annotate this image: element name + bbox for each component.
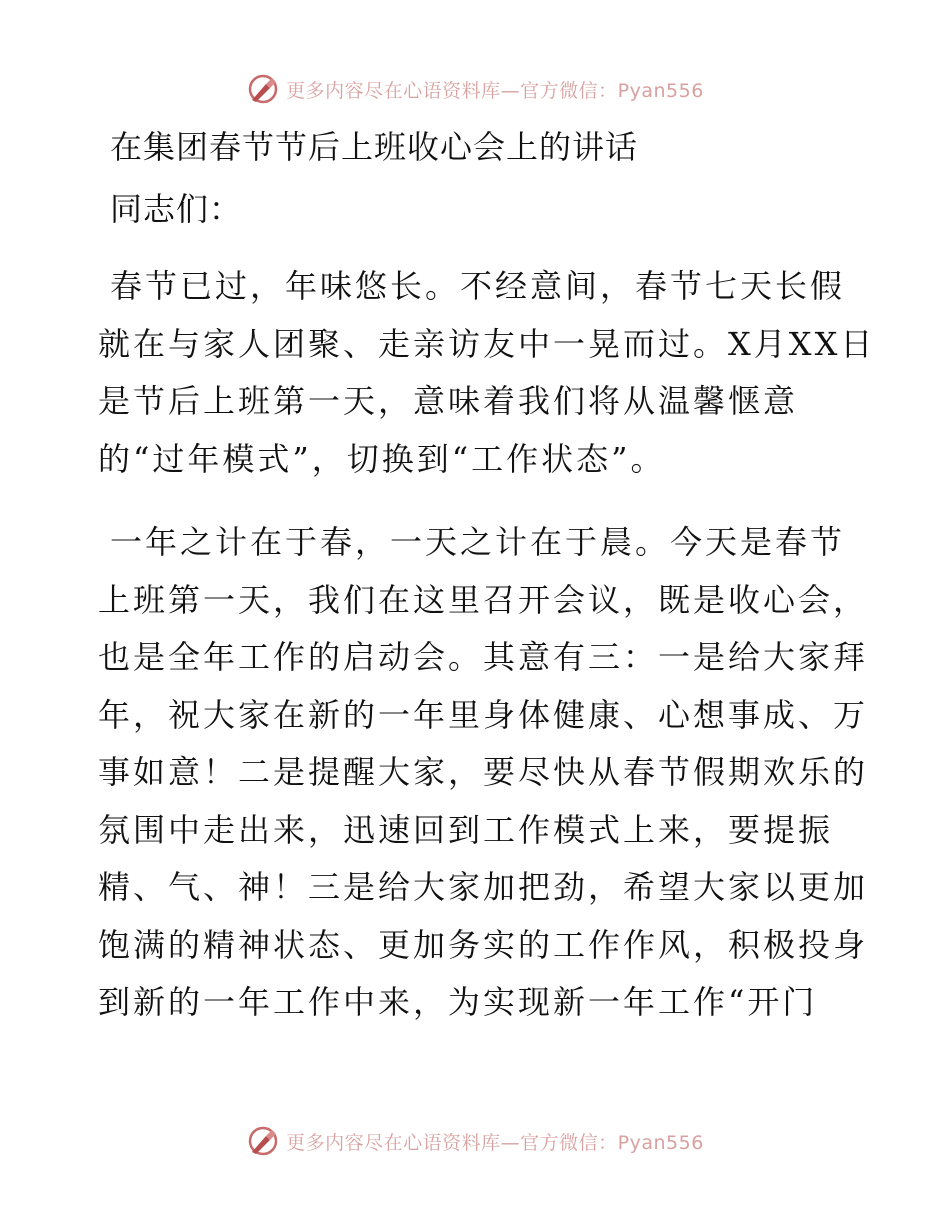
paragraph-2: [98, 514, 869, 1032]
paragraph-1: [98, 258, 876, 488]
paragraph-line: 饱满的精神状态、更加务实的工作作风，积极投身: [98, 925, 869, 964]
paragraph-line: 也是全年工作的启动会。其意有三：一是给大家拜: [98, 638, 869, 676]
paragraph-line: 的“过年模式”，切换到“工作状态”。: [98, 439, 666, 478]
paragraph-line: 上班第一天，我们在这里召开会议，既是收心会，: [98, 580, 869, 619]
salutation: 同志们：: [110, 190, 243, 228]
paragraph-line: 一年之计在于春，一天之计在于晨。今天是春节: [110, 523, 846, 561]
paragraph-line: 年，祝大家在新的一年里身体健康、心想事成、万: [98, 695, 869, 734]
pen-nib-logo-icon: [246, 1124, 280, 1158]
paragraph-line: 事如意！二是提醒大家，要尽快从春节假期欢乐的: [98, 753, 869, 791]
header-watermark: [0, 72, 950, 106]
paragraph-line: 是节后上班第一天，意味着我们将从温馨惬意: [98, 382, 799, 420]
document-title: 在集团春节节后上班收心会上的讲话: [110, 128, 639, 166]
footer-watermark: [0, 1124, 950, 1158]
paragraph-line: 精、气、神！三是给大家加把劲，希望大家以更加: [98, 868, 869, 906]
watermark-text: 更多内容尽在心语资料库—官方微信：Pyan556: [286, 79, 704, 102]
paragraph-line: 就在与家人团聚、走亲访友中一晃而过。X月XX日: [98, 324, 876, 363]
paragraph-line: 到新的一年工作中来，为实现新一年工作“开门: [98, 983, 818, 1021]
paragraph-line: 春节已过，年味悠长。不经意间，春节七天长假: [110, 267, 846, 305]
paragraph-line: 氛围中走出来，迅速回到工作模式上来，要提振: [98, 810, 834, 849]
watermark-text: 更多内容尽在心语资料库—官方微信：Pyan556: [286, 1131, 704, 1154]
pen-nib-logo-icon: [246, 72, 280, 106]
document-body: [98, 122, 876, 1058]
